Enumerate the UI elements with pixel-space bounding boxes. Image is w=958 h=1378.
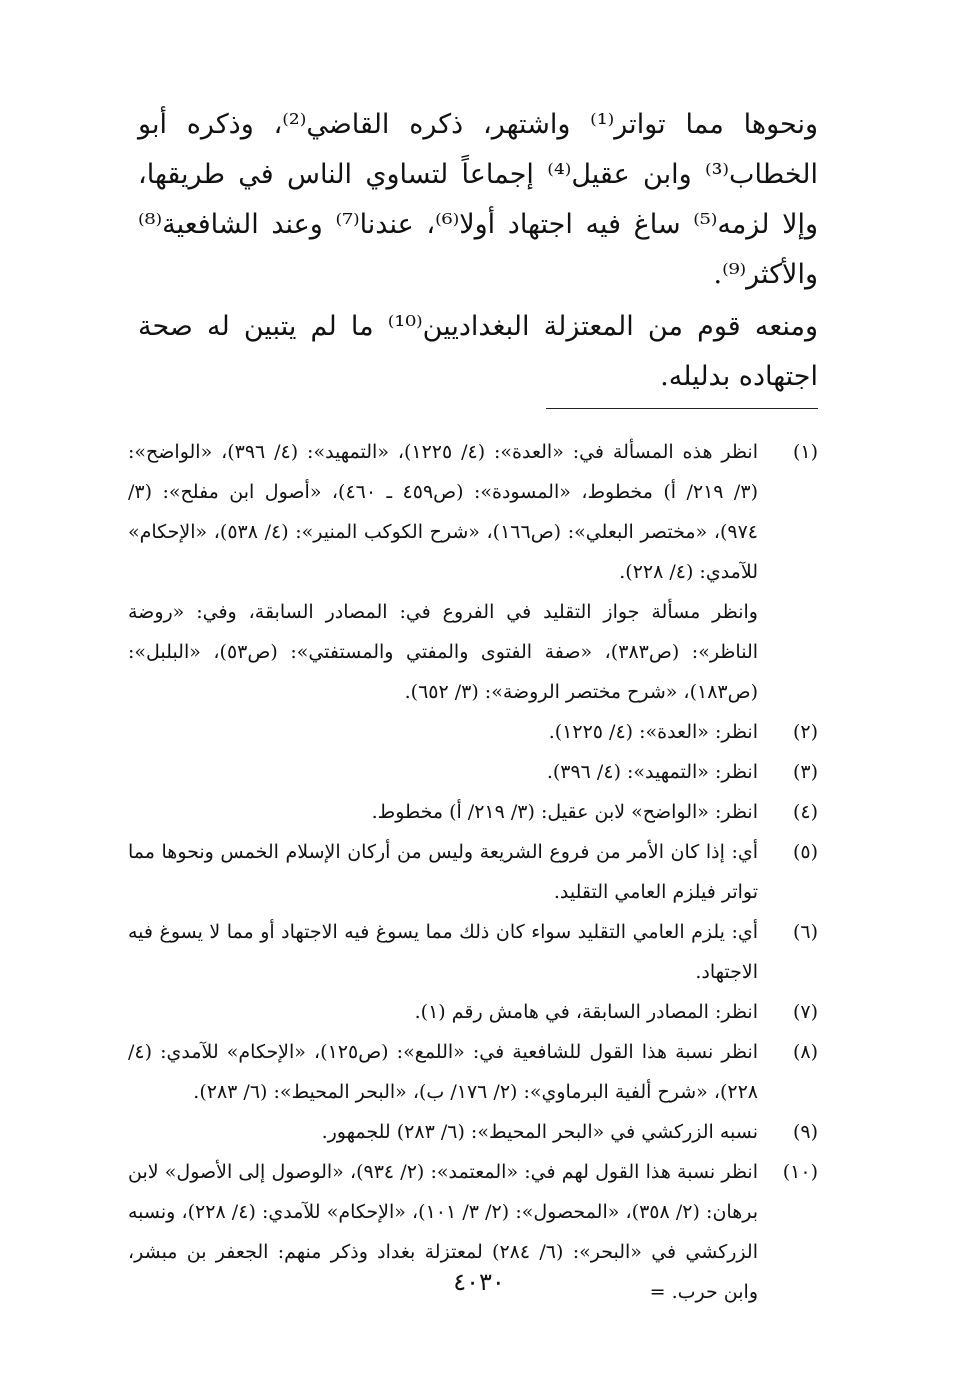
footnote-item (128, 1032, 818, 1112)
footnote-text: انظر: المصادر السابقة، في هامش رقم (١). (414, 1001, 758, 1023)
footnote-number: (٨) (792, 1041, 818, 1063)
footnote-number: (١٠) (782, 1161, 818, 1183)
page-number: ٤٠٣٠ (453, 1268, 505, 1296)
footnote-number: (٣) (792, 761, 818, 783)
footnote-text: انظر: «الواضح» لابن عقيل: (٣/ ٢١٩/ أ) مخطوط. (371, 801, 758, 823)
footnote-text: انظر نسبة هذا القول لهم في: «المعتمد»: (٢/ ٩٣٤)، «الوصول إلى الأصول» لابن برهان: (٢/ ٣٥٨)، «المحصول»: (٢/ ٣/ ١٠١)، «الإحكام» للآمدي: (٤/ ٢٢٨)، ونسبه الزركشي في «البحر»: (٦/ ٢٨٤) لمعتزلة بغداد وذكر منهم: الجعفر بن مبشر، وابن حرب. = (128, 1161, 758, 1303)
footnote-number: (١) (792, 441, 818, 463)
footnote-item (128, 832, 818, 912)
footnote-text: انظر: «التمهيد»: (٤/ ٣٩٦). (546, 761, 758, 783)
footnote-item (128, 992, 818, 1032)
footnote-text: انظر: «العدة»: (٤/ ١٢٢٥). (548, 721, 758, 743)
footnote-item (128, 432, 818, 592)
footnote-text: انظر نسبة هذا القول للشافعية في: «اللمع»: (ص١٢٥)، «الإحكام» للآمدي: (٤/ ٢٢٨)، «شرح ألفية البرماوي»: (٢/ ١٧٦/ ب)، «البحر المحيط»: (٦/ ٢٨٣). (128, 1041, 759, 1103)
footnote-text: أي: إذا كان الأمر من فروع الشريعة وليس من أركان الإسلام الخمس ونحوها مما تواتر فيلزم العامي التقليد. (128, 841, 758, 903)
main-text (138, 100, 818, 402)
footnote-item (128, 912, 818, 992)
footnote-item (128, 752, 818, 792)
main-paragraph: ونحوها مما تواتر⁽¹⁾ واشتهر، ذكره القاضي⁽²⁾، وذكره أبو الخطاب⁽³⁾ وابن عقيل⁽⁴⁾ إجماعاً لتساوي الناس في طريقها، وإلا لزمه⁽⁵⁾ ساغ فيه اجتهاد أولا⁽⁶⁾، عندنا⁽⁷⁾ وعند الشافعية⁽⁸⁾ والأكثر⁽⁹⁾. (138, 109, 819, 290)
footnote-item (128, 1112, 818, 1152)
footnote-item (128, 712, 818, 752)
footnote-number: (٧) (792, 1001, 818, 1023)
footnote-separator (546, 408, 818, 409)
footnote-continuation: وانظر مسألة جواز التقليد في الفروع في: المصادر السابقة، وفي: «روضة الناظر»: (ص٣٨٣)، «صفة الفتوى والمفتي والمستفتي»: (ص٥٣)، «البلبل»: (ص١٨٣)، «شرح مختصر الروضة»: (٣/ ٦٥٢). (128, 601, 759, 703)
footnotes (128, 432, 818, 1312)
footnote-text: انظر هذه المسألة في: «العدة»: (٤/ ١٢٢٥)، «التمهيد»: (٤/ ٣٩٦)، «الواضح»: (٣/ ٢١٩/ أ) مخطوط، «المسودة»: (ص٤٥٩ ـ ٤٦٠)، «أصول ابن مفلح»: (٣/ ٩٧٤)، «مختصر البعلي»: (ص١٦٦)، «شرح الكوكب المنير»: (٤/ ٥٣٨)، «الإحكام» للآمدي: (٤/ ٢٢٨). (128, 441, 758, 583)
main-paragraph: ومنعه قوم من المعتزلة البغداديين⁽¹⁰⁾ ما لم يتبين له صحة اجتهاده بدليله. (138, 311, 818, 392)
footnote-number: (٩) (792, 1121, 818, 1143)
footnote-number: (٢) (792, 721, 818, 743)
footnote-text: أي: يلزم العامي التقليد سواء كان ذلك مما يسوغ فيه الاجتهاد أو مما لا يسوغ فيه الاجتهاد. (128, 921, 758, 983)
footnote-item (128, 792, 818, 832)
footnote-text: نسبه الزركشي في «البحر المحيط»: (٦/ ٢٨٣) للجمهور. (321, 1121, 758, 1143)
footnote-number: (٥) (792, 841, 818, 863)
footnote-number: (٤) (792, 801, 818, 823)
footnote-number: (٦) (792, 921, 818, 943)
